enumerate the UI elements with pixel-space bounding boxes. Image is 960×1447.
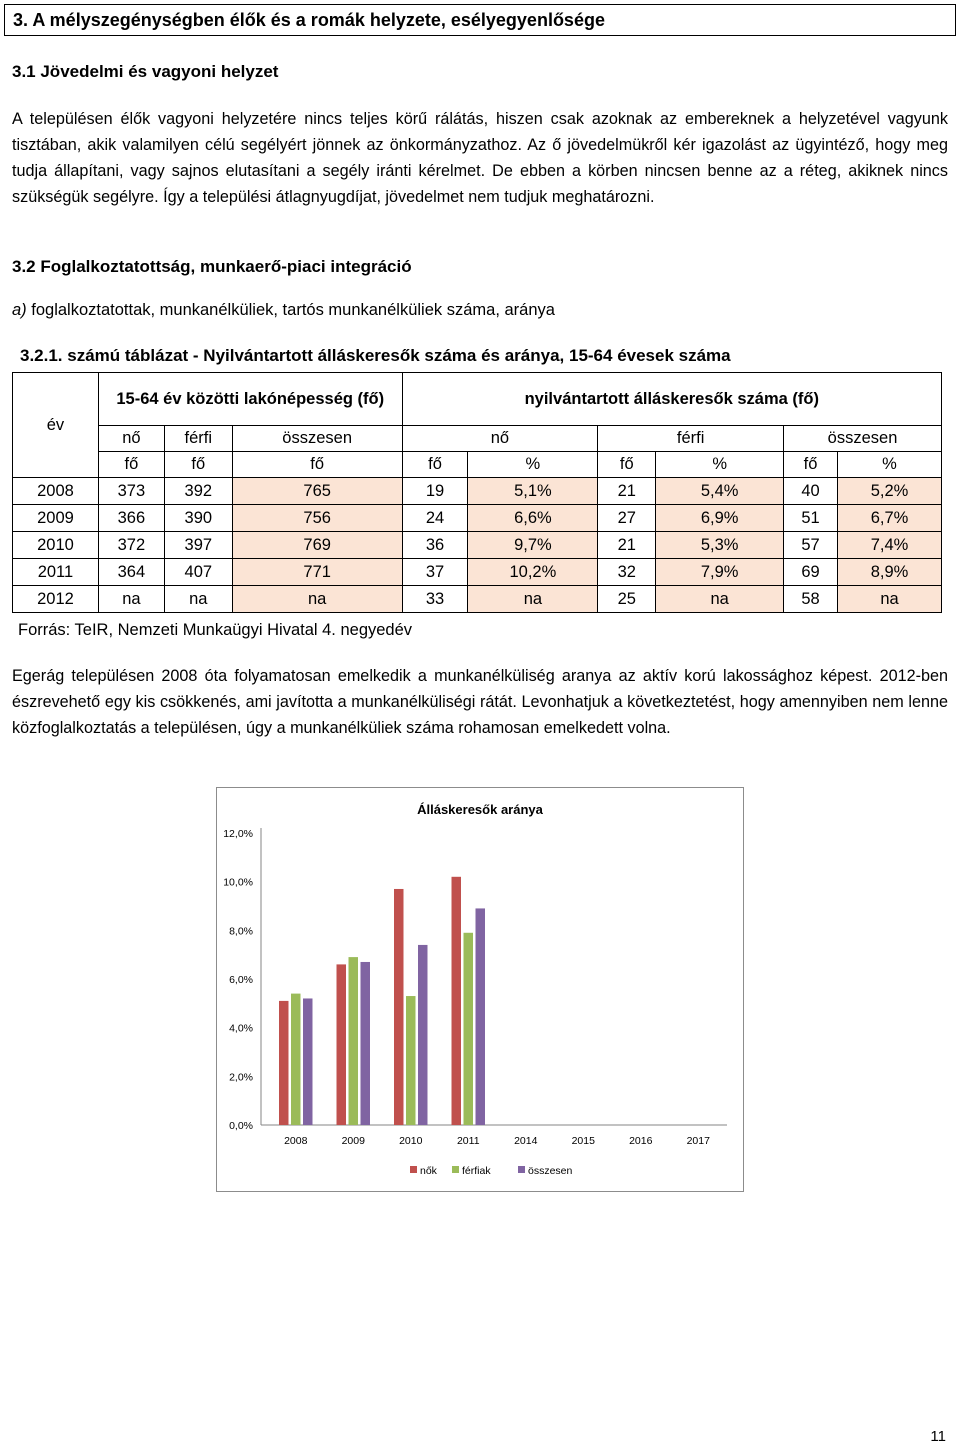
table-cell: 756: [232, 505, 402, 532]
table-cell: 37: [402, 559, 468, 586]
legend-label: összesen: [528, 1165, 573, 1177]
bar-összesen-2009: [361, 962, 371, 1125]
bar-nők-2011: [452, 877, 462, 1125]
table-cell: 364: [98, 559, 164, 586]
table-cell: 6,7%: [838, 505, 942, 532]
table-cell: 7,4%: [838, 532, 942, 559]
section-title: 3. A mélyszegénységben élők és a romák helyzete, esélyegyenlősége: [4, 4, 956, 36]
table-cell: 390: [164, 505, 232, 532]
table-cell: 58: [784, 586, 838, 613]
table-cell: 366: [98, 505, 164, 532]
bar-férfiak-2008: [291, 994, 301, 1125]
jobseekers-table: [12, 372, 942, 613]
bar-nők-2008: [279, 1001, 289, 1125]
jobseekers-chart: [216, 787, 744, 1192]
legend-label: nők: [420, 1165, 437, 1177]
x-tick-label: 2009: [341, 1135, 365, 1147]
bar-férfiak-2011: [464, 933, 474, 1125]
chart-title: Álláskeresők aránya: [417, 802, 543, 817]
row-year-cell: 2009: [13, 505, 99, 532]
bar-összesen-2008: [303, 998, 313, 1125]
employment-list-item: [12, 301, 555, 320]
bar-nők-2009: [337, 964, 347, 1125]
unit-cell: fő: [598, 452, 656, 478]
col-women-jobseekers: nő: [402, 426, 598, 452]
chart-canvas: [217, 788, 743, 1191]
table-cell: na: [838, 586, 942, 613]
bar-összesen-2011: [476, 908, 486, 1125]
table-cell: 9,7%: [468, 532, 598, 559]
list-item-text: foglalkoztatottak, munkanélküliek, tartós munkanélküliek száma, aránya: [26, 301, 555, 319]
col-women-pop: nő: [98, 426, 164, 452]
table-caption: 3.2.1. számú táblázat - Nyilvántartott álláskeresők száma és aránya, 15-64 évesek száma: [20, 346, 731, 365]
subsection-title-employment: 3.2 Foglalkoztatottság, munkaerő-piaci integráció: [12, 257, 412, 276]
table-cell: 21: [598, 532, 656, 559]
table-cell: 771: [232, 559, 402, 586]
table-cell: 397: [164, 532, 232, 559]
table-cell: na: [468, 586, 598, 613]
table-row: [13, 505, 942, 532]
table-cell: na: [232, 586, 402, 613]
y-tick-label: 0,0%: [229, 1120, 253, 1132]
table-cell: 24: [402, 505, 468, 532]
row-year-cell: 2008: [13, 478, 99, 505]
legend-swatch: [410, 1166, 417, 1173]
table-cell: 5,2%: [838, 478, 942, 505]
table-cell: 372: [98, 532, 164, 559]
table-cell: 5,4%: [656, 478, 784, 505]
x-tick-label: 2008: [284, 1135, 308, 1147]
bar-férfiak-2010: [406, 996, 416, 1125]
table-cell: 373: [98, 478, 164, 505]
table-cell: 21: [598, 478, 656, 505]
table-cell: 407: [164, 559, 232, 586]
paragraph-analysis: Egerág településen 2008 óta folyamatosan emelkedik a munkanélküliség aranya az aktív korú lakossághoz képest. 2012-ben észrevehető egy kis csökkenés, ami javította a munkanélküliségi rátát. Levonhatjuk a következtetést, hogy amennyiben nem lenne közfoglalkoztatás a településen, úgy a munkanélküliek száma rohamosan emelkedett volna.: [12, 667, 948, 737]
col-total-pop: összesen: [232, 426, 402, 452]
y-tick-label: 12,0%: [223, 828, 253, 840]
x-tick-label: 2017: [686, 1135, 710, 1147]
paragraph-income: A településen élők vagyoni helyzetére nincs teljes körű rálátás, hiszen csak azoknak az embereknek a helyzetével vagyunk tisztában, akik valamilyen célú segélyért jönnek az önkormányzathoz. Az ő jövedelmükről kér igazolást az ügyintéző, hogy meg tudja állapítani, vagy sajnos elutasítani a segély iránti kérelmet. De ebben a körben nincsen benne az a réteg, akiknek nincs szükségük segélyre. Így a települési átlagnyugdíjat, jövedelmet nem tudjuk meghatározni.: [12, 110, 948, 206]
unit-cell: fő: [784, 452, 838, 478]
table-row: [13, 559, 942, 586]
table-cell: 36: [402, 532, 468, 559]
table-cell: 57: [784, 532, 838, 559]
unit-cell: fő: [232, 452, 402, 478]
table-cell: 33: [402, 586, 468, 613]
col-total-jobseekers: összesen: [784, 426, 942, 452]
table-cell: 392: [164, 478, 232, 505]
unit-cell: fő: [98, 452, 164, 478]
table-cell: na: [98, 586, 164, 613]
legend-swatch: [518, 1166, 525, 1173]
unit-cell: %: [838, 452, 942, 478]
row-year-cell: 2011: [13, 559, 99, 586]
y-tick-label: 8,0%: [229, 925, 253, 938]
table-cell: 40: [784, 478, 838, 505]
legend-label: férfiak: [462, 1165, 491, 1177]
y-tick-label: 4,0%: [229, 1022, 253, 1035]
table-cell: 6,6%: [468, 505, 598, 532]
x-tick-label: 2016: [629, 1135, 653, 1147]
table-cell: 27: [598, 505, 656, 532]
bar-férfiak-2009: [349, 957, 359, 1125]
unit-cell: fő: [402, 452, 468, 478]
x-tick-label: 2011: [456, 1135, 480, 1147]
col-men-jobseekers: férfi: [598, 426, 784, 452]
page-number: 11: [930, 1428, 946, 1445]
year-header: év: [13, 373, 99, 478]
x-tick-label: 2015: [571, 1135, 595, 1147]
col-men-pop: férfi: [164, 426, 232, 452]
unit-cell: %: [656, 452, 784, 478]
table-cell: 51: [784, 505, 838, 532]
table-cell: 19: [402, 478, 468, 505]
unit-cell: fő: [164, 452, 232, 478]
table-cell: na: [164, 586, 232, 613]
y-tick-label: 10,0%: [223, 876, 253, 889]
table-cell: 7,9%: [656, 559, 784, 586]
table-source: Forrás: TeIR, Nemzeti Munkaügyi Hivatal 4. negyedév: [18, 621, 413, 639]
table-cell: 6,9%: [656, 505, 784, 532]
row-year-cell: 2010: [13, 532, 99, 559]
table-cell: 5,1%: [468, 478, 598, 505]
list-item-marker: a): [12, 301, 27, 319]
table-row: [13, 478, 942, 505]
legend-swatch: [452, 1166, 459, 1173]
table-cell: 769: [232, 532, 402, 559]
table-cell: 32: [598, 559, 656, 586]
table-cell: 765: [232, 478, 402, 505]
unit-cell: %: [468, 452, 598, 478]
subsection-title-income: 3.1 Jövedelmi és vagyoni helyzet: [12, 62, 279, 81]
table-cell: na: [656, 586, 784, 613]
table-row: [13, 586, 942, 613]
table-cell: 10,2%: [468, 559, 598, 586]
table-cell: 69: [784, 559, 838, 586]
population-header: 15-64 év közötti lakónépesség (fő): [98, 373, 402, 426]
y-tick-label: 6,0%: [229, 974, 253, 986]
bar-nők-2010: [394, 889, 404, 1125]
y-tick-label: 2,0%: [229, 1071, 253, 1084]
table-cell: 5,3%: [656, 532, 784, 559]
bar-összesen-2010: [418, 945, 428, 1125]
jobseekers-header: nyilvántartott álláskeresők száma (fő): [402, 373, 941, 426]
x-tick-label: 2010: [399, 1135, 423, 1147]
table-cell: 25: [598, 586, 656, 613]
x-tick-label: 2014: [514, 1135, 538, 1147]
table-row: [13, 532, 942, 559]
table-cell: 8,9%: [838, 559, 942, 586]
row-year-cell: 2012: [13, 586, 99, 613]
